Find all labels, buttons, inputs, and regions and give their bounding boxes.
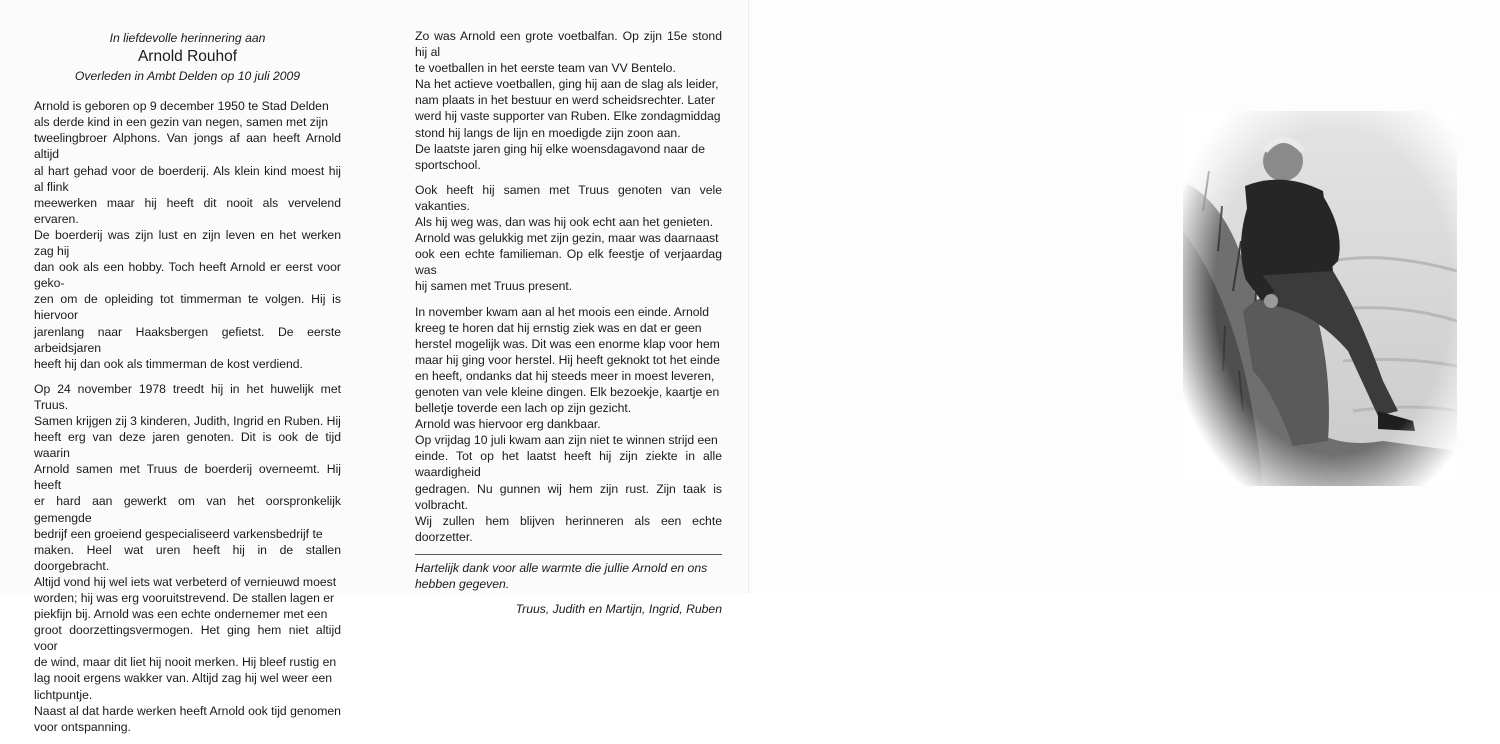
text-line: maar hij ging voor herstel. Hij heeft geknokt tot het einde bbox=[415, 352, 720, 367]
text-line: De boerderij was zijn lust en zijn leven en het werken zag hij bbox=[34, 227, 341, 259]
text-line: zen om de opleiding tot timmerman te volgen. Hij is hiervoor bbox=[34, 292, 341, 323]
paragraph-family bbox=[415, 182, 722, 295]
text-line: Hartelijk dank voor alle warmte die jullie Arnold en ons bbox=[415, 560, 708, 575]
text-line: hebben gegeven. bbox=[415, 577, 510, 591]
text-line: Samen krijgen zij 3 kinderen, Judith, Ingrid en Ruben. Hij bbox=[34, 413, 341, 428]
text-line: lag nooit ergens wakker van. Altijd zag hij wel weer een bbox=[34, 671, 333, 686]
paragraph-football bbox=[415, 28, 722, 173]
text-line: Naast al dat harde werken heeft Arnold ook tijd genomen bbox=[34, 703, 341, 718]
text-line: jarenlang naar Haaksbergen gefietst. De eerste arbeidsjaren bbox=[34, 324, 341, 355]
text-line: piekfijn bij. Arnold was een echte ondernemer met een bbox=[34, 607, 328, 622]
text-line: Arnold was hiervoor erg dankbaar. bbox=[415, 417, 601, 432]
text-line: stond hij langs de lijn en moedigde zijn zoon aan. bbox=[415, 125, 681, 140]
text-line: In november kwam aan al het moois een einde. Arnold bbox=[415, 304, 710, 319]
text-line: Arnold samen met Truus de boerderij overneemt. Hij heeft bbox=[34, 462, 341, 493]
text-line: Zo was Arnold een grote voetbalfan. Op zijn 15e stond hij al bbox=[415, 29, 722, 60]
text-line: Altijd vond hij wel iets wat verbeterd of vernieuwd moest bbox=[34, 574, 337, 589]
divider-line bbox=[415, 554, 722, 555]
text-line: nam plaats in het bestuur en werd scheidsrechter. Later bbox=[415, 93, 716, 108]
text-line: Arnold was gelukkig met zijn gezin, maar was daarnaast bbox=[415, 231, 719, 246]
text-line: voor ontspanning. bbox=[34, 719, 131, 734]
portrait-photo-icon bbox=[1183, 111, 1457, 486]
text-line: De laatste jaren ging hij elke woensdagavond naar de bbox=[415, 141, 705, 156]
text-line: Ook heeft hij samen met Truus genoten van vele vakanties. bbox=[415, 182, 722, 213]
text-line: al hart gehad voor de boerderij. Als klein kind moest hij al flink bbox=[34, 163, 341, 194]
family-signature: Truus, Judith en Martijn, Ingrid, Ruben bbox=[515, 602, 722, 617]
text-line: lichtpuntje. bbox=[34, 687, 93, 702]
paragraph-marriage bbox=[34, 381, 341, 735]
text-line: Arnold is geboren op 9 december 1950 te Stad Delden bbox=[34, 99, 329, 114]
text-line: bedrijf een groeiend gespecialiseerd varkensbedrijf te bbox=[34, 526, 323, 541]
deceased-name: Arnold Rouhof bbox=[137, 48, 238, 66]
text-line: groot doorzettingsvermogen. Het ging hem niet altijd voor bbox=[34, 623, 341, 654]
memorial-header bbox=[34, 30, 341, 84]
text-line: te voetballen in het eerste team van VV Bentelo. bbox=[415, 61, 676, 76]
text-column-right bbox=[415, 28, 722, 617]
text-line: dan ook als een hobby. Toch heeft Arnold er eerst voor geko- bbox=[34, 260, 341, 291]
text-line: belletje toverde een lach op zijn gezicht. bbox=[415, 401, 632, 416]
paragraph-illness bbox=[415, 304, 722, 545]
text-line: heeft hij dan ook als timmerman de kost verdiend. bbox=[34, 356, 303, 371]
text-line: de wind, maar dit liet hij nooit merken. Hij bleef rustig en bbox=[34, 655, 337, 670]
text-line: en heeft, ondanks dat hij steeds meer in moest leveren, bbox=[415, 368, 715, 383]
text-line: er hard aan gewerkt om van het oorspronkelijk gemengde bbox=[34, 494, 341, 525]
text-line: tweelingbroer Alphons. Van jongs af aan heeft Arnold altijd bbox=[34, 131, 341, 162]
text-line: als derde kind in een gezin van negen, samen met zijn bbox=[34, 115, 329, 130]
card-fold bbox=[748, 0, 749, 593]
text-line: maken. Heel wat uren heeft hij in de stallen doorgebracht. bbox=[34, 542, 341, 573]
text-line: Wij zullen hem blijven herinneren als een echte doorzetter. bbox=[415, 513, 722, 544]
header-intro: In liefdevolle herinnering aan bbox=[109, 31, 266, 45]
text-line: Na het actieve voetballen, ging hij aan de slag als leider, bbox=[415, 77, 719, 92]
text-line: werd hij vaste supporter van Ruben. Elke zondagmiddag bbox=[415, 109, 721, 124]
text-line: Als hij weg was, dan was hij ook echt aan het genieten. bbox=[415, 215, 714, 230]
text-line: ook een echte familieman. Op elk feestje of verjaardag was bbox=[415, 247, 722, 278]
text-line: meewerken maar hij heeft dit nooit als vervelend ervaren. bbox=[34, 195, 341, 226]
text-line: hij samen met Truus present. bbox=[415, 279, 573, 294]
text-line: gedragen. Nu gunnen wij hem zijn rust. Zijn taak is volbracht. bbox=[415, 481, 722, 512]
text-line: Op vrijdag 10 juli kwam aan zijn niet te winnen strijd een bbox=[415, 433, 718, 448]
text-line: einde. Tot op het laatst heeft hij zijn ziekte in alle waardigheid bbox=[415, 449, 722, 480]
text-line: genoten van vele kleine dingen. Elk bezoekje, kaartje en bbox=[415, 384, 720, 399]
paragraph-birth bbox=[34, 98, 341, 372]
thanks-note bbox=[415, 560, 722, 592]
death-notice: Overleden in Ambt Delden op 10 juli 2009 bbox=[74, 69, 301, 84]
text-line: Op 24 november 1978 treedt hij in het huwelijk met Truus. bbox=[34, 381, 341, 412]
text-line: sportschool. bbox=[415, 157, 481, 172]
text-column-left bbox=[34, 30, 341, 744]
text-line: worden; hij was erg vooruitstrevend. De stallen lagen er bbox=[34, 591, 335, 605]
text-line: heeft erg van deze jaren genoten. Dit is ook de tijd waarin bbox=[34, 430, 341, 461]
text-line: kreeg te horen dat hij ernstig ziek was en dat er geen bbox=[415, 320, 702, 335]
text-line: herstel mogelijk was. Dit was een enorme klap voor hem bbox=[415, 336, 720, 351]
